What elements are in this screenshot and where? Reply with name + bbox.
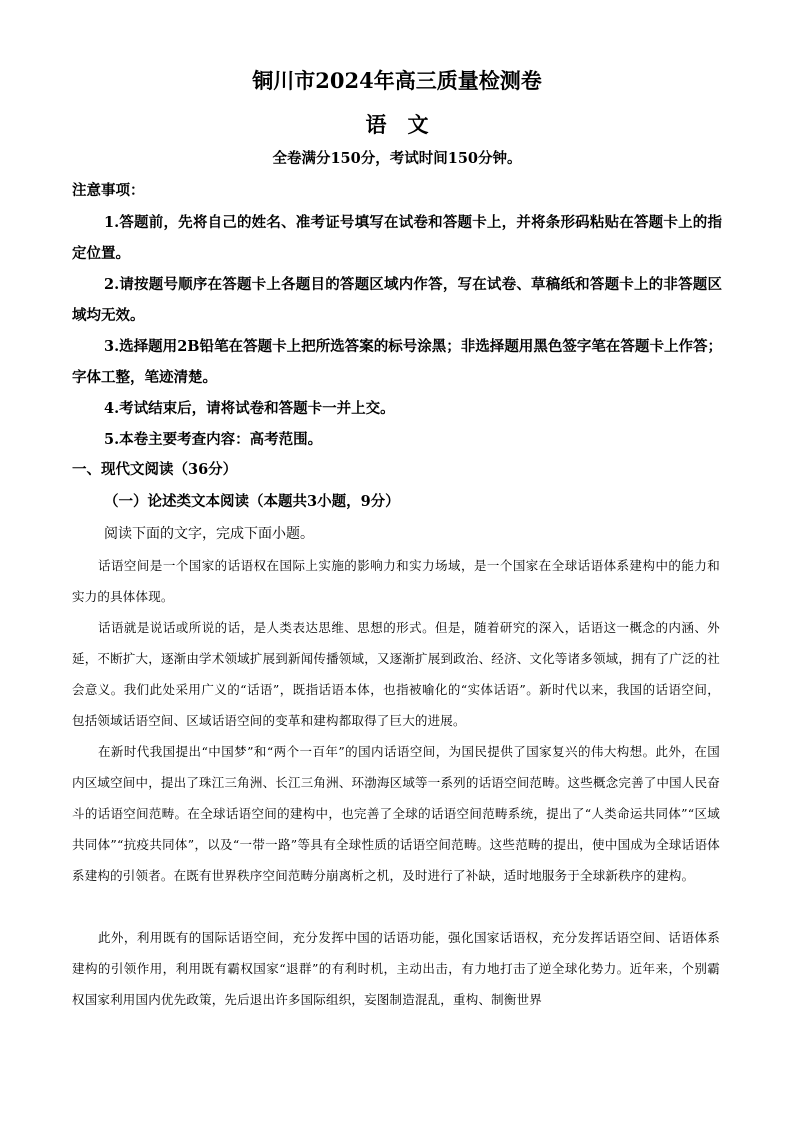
passage-paragraph-4: 此外，利用既有的国际话语空间，充分发挥中国的话语功能，强化国家话语权，充分发挥话语空间、话语体系建构的引领作用，利用既有霸权国家“退群”的有利时机，主动出击，有力地打击了逆全球化势力。近年来，个别霸权国家利用国内优先政策，先后退出许多国际组织，妄图制造混乱，重构、制衡世界 — [72, 930, 720, 1007]
passage-paragraph-1: 话语空间是一个国家的话语权在国际上实施的影响力和实力场域，是一个国家在全球话语体系建构中的能力和实力的具体体现。 — [72, 558, 720, 604]
passage-paragraph-3: 在新时代我国提出“中国梦”和“两个一百年”的国内话语空间，为国民提供了国家复兴的伟大构想。此外，在国内区域空间中，提出了珠江三角洲、长江三角洲、环渤海区域等一系列的话语空间范畴。这些概念完善了中国人民奋斗的话语空间范畴。在全球话语空间的建构中，也完善了全球的话语空间范畴系统，提出了“人类命运共同体”“区域共同体”“抗疫共同体”，以及“一带一路”等具有全球性质的话语空间范畴。这些范畴的提出，使中国成为全球话语体系建构的引领者。在既有世界秩序空间范畴分崩离析之机，及时进行了补缺，适时地服务于全球新秩序的建构。 — [72, 744, 720, 883]
score-time-line: 全卷满分150分，考试时间150分钟。 — [272, 150, 522, 167]
notice-item-3: 3.选择题用2B铅笔在答题卡上把所选答案的标号涂黑；非选择题用黑色签字笔在答题卡上作答；字体工整，笔迹清楚。 — [72, 338, 722, 386]
notice-item-5: 5.本卷主要考查内容：高考范围。 — [104, 431, 323, 448]
notice-item-4: 4.考试结束后，请将试卷和答题卡一并上交。 — [104, 400, 395, 417]
notice-item-1: 1.答题前，先将自己的姓名、准考证号填写在试卷和答题卡上，并将条形码粘贴在答题卡上的指定位置。 — [72, 214, 722, 262]
reading-instruction: 阅读下面的文字，完成下面小题。 — [104, 526, 314, 542]
notice-item-2: 2.请按题号顺序在答题卡上各题目的答题区域内作答，写在试卷、草稿纸和答题卡上的非答题区域均无效。 — [72, 276, 722, 324]
subsection-heading: （一）论述类文本阅读（本题共3小题，9分） — [104, 493, 400, 510]
exam-title: 铜川市2024年高三质量检测卷 — [252, 68, 542, 93]
notice-heading: 注意事项： — [72, 182, 145, 199]
passage-paragraph-2: 话语就是说话或所说的话，是人类表达思维、思想的形式。但是，随着研究的深入，话语这一概念的内涵、外延，不断扩大，逐渐由学术领域扩展到新闻传播领域，又逐渐扩展到政治、经济、文化等诸多领域，拥有了广泛的社会意义。我们此处采用广义的“话语”，既指话语本体，也指被喻化的“实体话语”。新时代以来，我国的话语空间，包括领域话语空间、区域话语空间的变革和建构都取得了巨大的进展。 — [72, 620, 720, 728]
subject-title: 语 文 — [365, 112, 429, 137]
section-heading: 一、现代文阅读（36分） — [72, 461, 238, 478]
